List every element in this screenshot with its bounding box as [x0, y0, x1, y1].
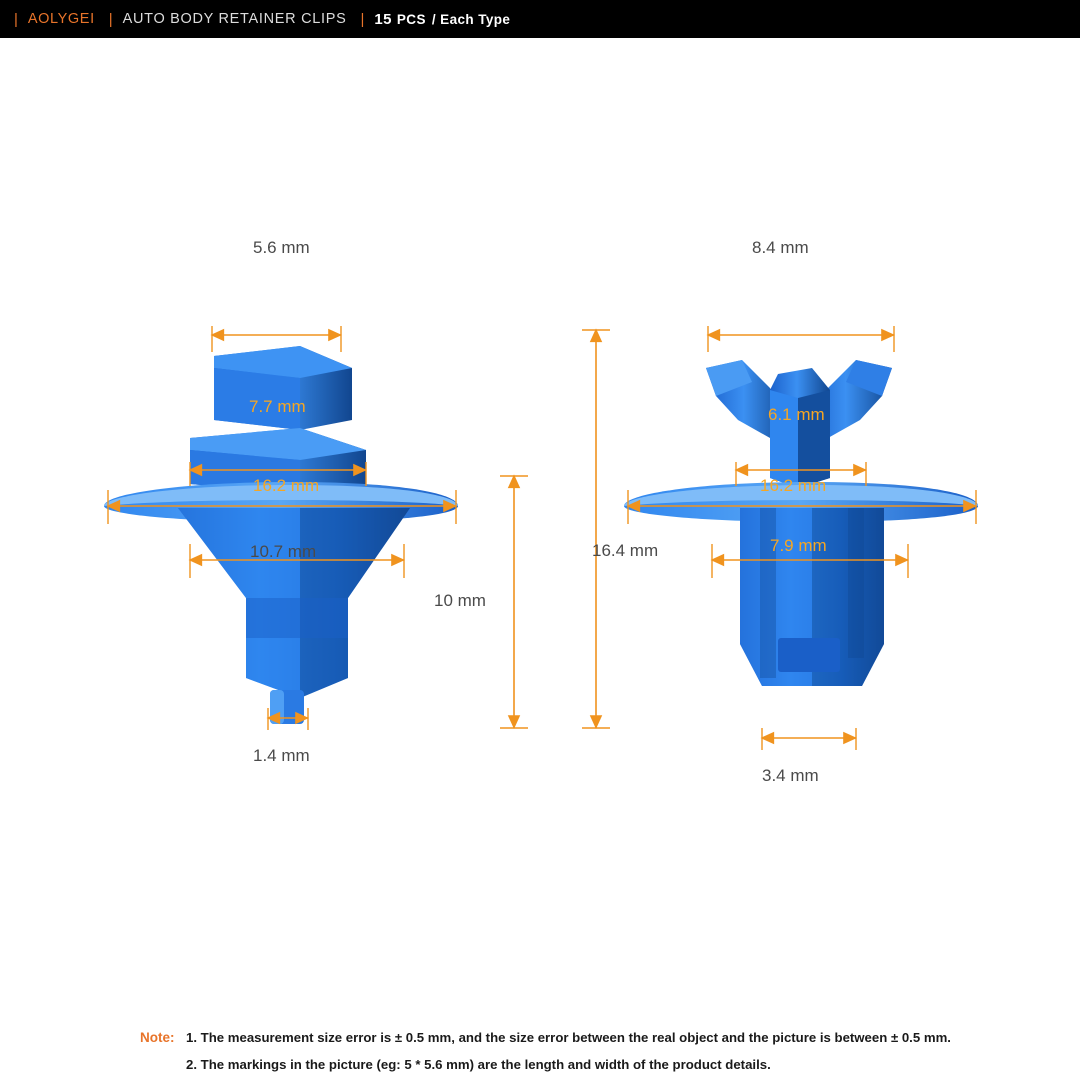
label-right-height: 16.4 mm — [592, 541, 659, 560]
header-bar — [0, 0, 1080, 38]
header-separator-2: | — [108, 10, 113, 28]
label-right-top-width: 8.4 mm — [752, 238, 809, 257]
header-subtitle: AUTO BODY RETAINER CLIPS — [122, 11, 347, 27]
label-left-body-width: 10.7 mm — [250, 542, 317, 561]
brand-name: AOLYGEI — [27, 11, 95, 27]
label-right-base-width: 3.4 mm — [762, 766, 819, 785]
dim-left-height — [500, 476, 528, 728]
label-left-height: 10 mm — [434, 591, 486, 610]
header-separator-3: | — [360, 10, 365, 28]
note-label: Note: — [140, 1030, 175, 1045]
dim-right-top-width — [708, 326, 894, 352]
note-line-1: 1. The measurement size error is ± 0.5 mm, and the size error between the real object and the picture is between ± 0.5 mm. — [186, 1030, 951, 1045]
header-separator-1: | — [14, 10, 18, 28]
label-right-inner-width: 6.1 mm — [768, 405, 825, 424]
diagram-area — [0, 38, 1080, 998]
quantity-count: 15 — [374, 10, 392, 28]
label-left-neck-width: 7.7 mm — [249, 397, 306, 416]
quantity-each-type: / Each Type — [431, 11, 511, 27]
dim-left-top-width — [212, 326, 341, 352]
dim-right-height — [582, 330, 610, 728]
quantity-unit: PCS — [396, 11, 426, 27]
label-right-flange-width: 16.2 mm — [760, 476, 827, 495]
label-left-flange-width: 16.2 mm — [253, 476, 320, 495]
label-left-top-width: 5.6 mm — [253, 238, 310, 257]
label-right-body-width: 7.9 mm — [770, 536, 827, 555]
note-line-2: 2. The markings in the picture (eg: 5 * 5.6 mm) are the length and width of the product details. — [186, 1057, 771, 1072]
dim-right-base-width — [762, 728, 856, 750]
label-left-stem-width: 1.4 mm — [253, 746, 310, 765]
